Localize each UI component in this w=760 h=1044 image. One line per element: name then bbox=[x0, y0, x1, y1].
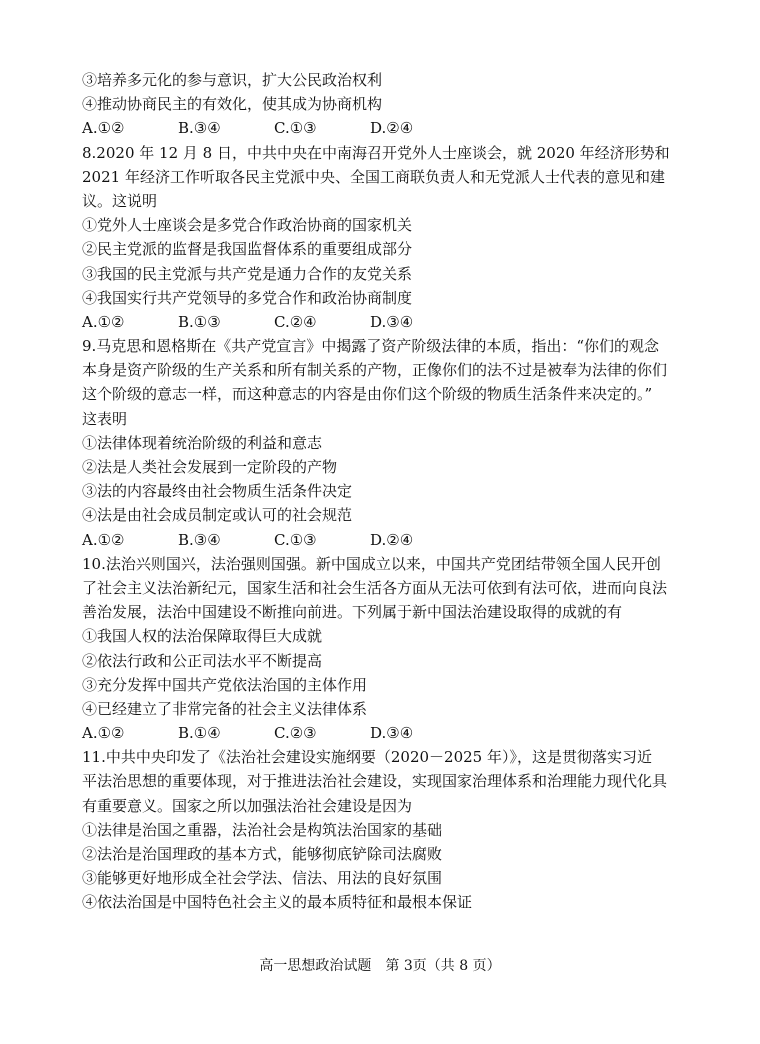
question-10 bbox=[82, 552, 702, 746]
q11-item-4: ④依法治国是中国特色社会主义的最本质特征和最根本保证 bbox=[82, 893, 473, 912]
q10-stem-line: 善治发展，法治中国建设不断推向前进。下列属于新中国法治建设取得的成就的有 bbox=[82, 603, 623, 622]
page-content bbox=[82, 68, 702, 915]
q9-item-2: ②法是人类社会发展到一定阶段的产物 bbox=[82, 458, 338, 476]
q8-option-d: D.③④ bbox=[370, 312, 414, 331]
q8-stem-line: 2021 年经济工作听取各民主党派中央、全国工商联负责人和无党派人士代表的意见和建 bbox=[82, 167, 665, 186]
q11-stem-line: 11.中共中央印发了《法治社会建设实施纲要（2020－2025 年）》，这是贯彻落实习近 bbox=[82, 748, 652, 767]
q10-item-1: ①我国人权的法治保障取得巨大成就 bbox=[82, 627, 323, 646]
question-7-tail bbox=[82, 68, 702, 141]
page-footer: 高一思想政治试题 第 3页（共 8 页） bbox=[259, 958, 501, 974]
q11-item-3: ③能够更好地形成全社会学法、信法、用法的良好氛围 bbox=[82, 869, 443, 888]
q10-option-d: D.③④ bbox=[370, 724, 414, 743]
q7-item-3: ③培养多元化的参与意识，扩大公民政治权利 bbox=[82, 71, 383, 89]
q8-options bbox=[82, 310, 702, 334]
q10-stem-line: 了社会主义法治新纪元，国家生活和社会生活各方面从无法可依到有法可依，进而向良法 bbox=[82, 578, 668, 597]
q7-option-c: C.①③ bbox=[274, 119, 317, 138]
q9-stem-line: 本身是资产阶级的生产关系和所有制关系的产物，正像你们的法不过是被奉为法律的你们 bbox=[82, 361, 668, 380]
q11-item-2: ②法治是治国理政的基本方式，能够彻底铲除司法腐败 bbox=[82, 845, 443, 863]
q10-option-b: B.①④ bbox=[178, 724, 221, 743]
q9-item-3: ③法的内容最终由社会物质生活条件决定 bbox=[82, 482, 353, 501]
q8-stem-line: 8.2020 年 12 月 8 日，中共中央在中南海召开党外人士座谈会，就 2020 年经济形势和 bbox=[82, 143, 670, 162]
q7-options bbox=[82, 116, 702, 140]
q10-item-3: ③充分发挥中国共产党依法治国的主体作用 bbox=[82, 675, 368, 694]
q8-option-b: B.①③ bbox=[178, 312, 221, 331]
question-9 bbox=[82, 334, 702, 552]
q9-item-4: ④法是由社会成员制定或认可的社会规范 bbox=[82, 506, 353, 525]
q8-item-2: ②民主党派的监督是我国监督体系的重要组成部分 bbox=[82, 240, 413, 259]
q9-stem-line: 这表明 bbox=[82, 409, 128, 428]
q11-stem-line: 平法治思想的重要体现，对于推进法治社会建设，实现国家治理体系和治理能力现代化具 bbox=[82, 772, 668, 791]
q10-option-c: C.②③ bbox=[274, 724, 317, 743]
q10-item-4: ④已经建立了非常完备的社会主义法律体系 bbox=[82, 699, 368, 718]
q8-item-1: ①党外人士座谈会是多党合作政治协商的国家机关 bbox=[82, 216, 413, 235]
q9-stem-line: 9.马克思和恩格斯在《共产党宣言》中揭露了资产阶级法律的本质，指出：“你们的观念 bbox=[82, 337, 659, 356]
q8-item-4: ④我国实行共产党领导的多党合作和政治协商制度 bbox=[82, 288, 413, 307]
q11-item-1: ①法律是治国之重器，法治社会是构筑法治国家的基础 bbox=[82, 820, 443, 839]
q8-option-a: A.①② bbox=[82, 312, 125, 331]
question-8 bbox=[82, 141, 702, 335]
q9-options bbox=[82, 528, 702, 552]
q9-option-b: B.③④ bbox=[178, 530, 221, 549]
q8-stem-line: 议。这说明 bbox=[82, 191, 158, 210]
q9-option-c: C.①③ bbox=[274, 530, 317, 549]
q10-stem-line: 10.法治兴则国兴，法治强则国强。新中国成立以来，中国共产党团结带领全国人民开创 bbox=[82, 554, 661, 573]
question-11 bbox=[82, 745, 702, 914]
q10-item-2: ②依法行政和公正司法水平不断提高 bbox=[82, 651, 323, 670]
q8-item-3: ③我国的民主党派与共产党是通力合作的友党关系 bbox=[82, 264, 413, 283]
q10-options bbox=[82, 721, 702, 745]
q7-item-4: ④推动协商民主的有效化，使其成为协商机构 bbox=[82, 95, 383, 114]
q7-option-d: D.②④ bbox=[370, 119, 414, 138]
q9-option-d: D.②④ bbox=[370, 530, 414, 549]
q9-item-1: ①法律体现着统治阶级的利益和意志 bbox=[82, 433, 323, 452]
q7-option-a: A.①② bbox=[82, 119, 125, 138]
q7-option-b: B.③④ bbox=[178, 119, 221, 138]
q10-option-a: A.①② bbox=[82, 724, 125, 743]
q9-option-a: A.①② bbox=[82, 530, 125, 549]
q11-stem-line: 有重要意义。国家之所以加强法治社会建设是因为 bbox=[82, 796, 413, 815]
q9-stem-line: 这个阶级的意志一样，而这种意志的内容是由你们这个阶级的物质生活条件来决定的。” bbox=[82, 385, 653, 404]
q8-option-c: C.②④ bbox=[274, 312, 317, 331]
